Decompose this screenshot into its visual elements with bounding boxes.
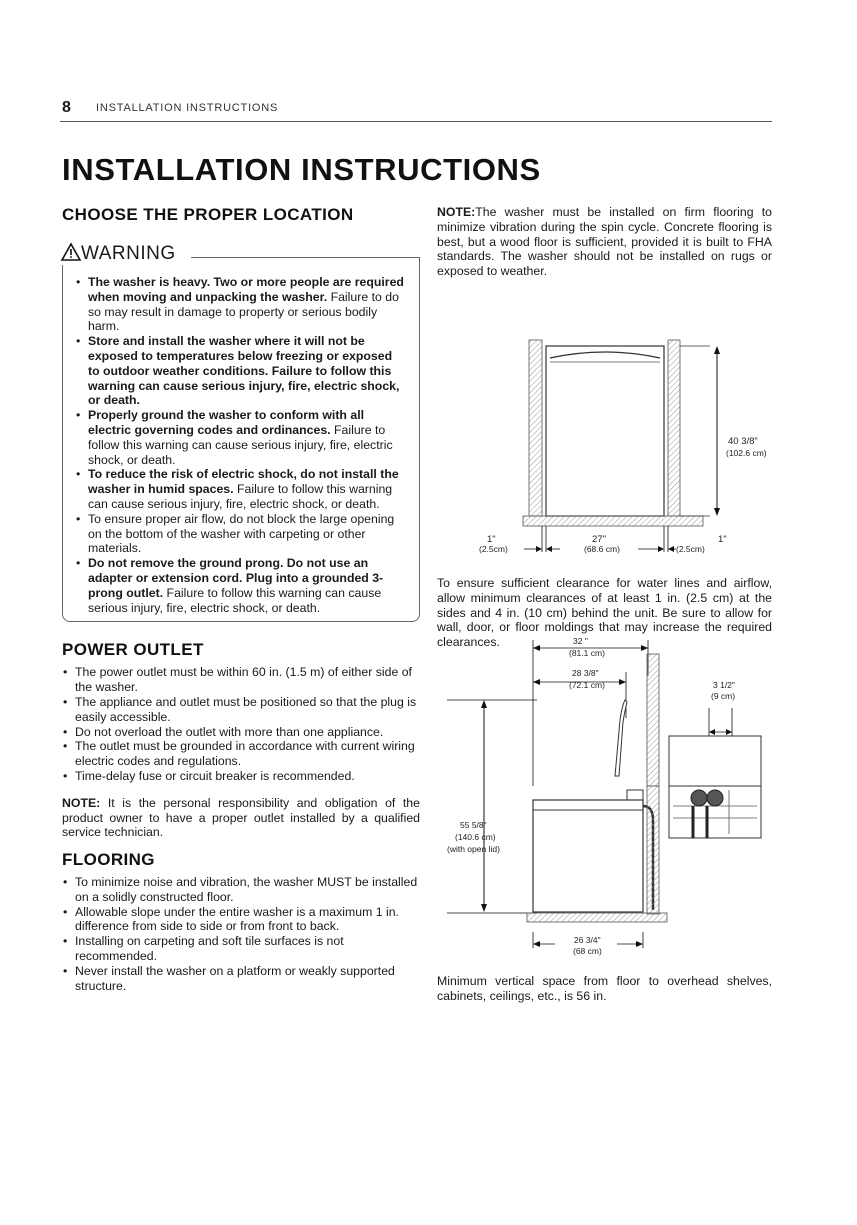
floor: [523, 516, 703, 526]
warning-item: [75, 556, 407, 615]
dim-side-right-cm: (2.5cm): [676, 544, 705, 554]
hose-detail-box: [669, 736, 761, 786]
dim-height-cm: (102.6 cm): [726, 448, 767, 458]
dim-gap-in: 3 1/2": [713, 680, 735, 690]
page-number: 8: [62, 99, 71, 116]
depth-dim-row: [437, 932, 772, 962]
power-item: • The appliance and outlet must be positioned so that the plug is easily accessible.: [62, 695, 420, 725]
flooring-list: [62, 875, 420, 993]
dim-gap-cm: (9 cm): [711, 691, 736, 701]
flooring-item: • Allowable slope under the entire washer is a maximum 1 in. difference from side to side or from front to back.: [62, 905, 420, 935]
dim-total-in: 32 ": [573, 636, 588, 646]
washer-open-lid: [615, 700, 627, 776]
dim-width-cm: (68.6 cm): [584, 544, 620, 554]
front-clearance-diagram: [460, 332, 770, 562]
power-note-text: It is the personal responsibility and obligation of the product owner to have a proper outlet installed by a qualified service technician.: [62, 795, 420, 840]
section-heading-power: POWER OUTLET: [62, 640, 204, 660]
warning-item-text: Failure to follow this warning can cause serious injury, fire, electric shock, or death.: [88, 482, 393, 511]
dim-lid-in: 28 3/8": [572, 668, 599, 678]
faucet-icon: [707, 790, 723, 806]
dim-height-cm: (140.6 cm): [455, 832, 496, 842]
flooring-item: • Never install the washer on a platform or weakly supported structure.: [62, 964, 420, 994]
header-rule: [60, 121, 772, 122]
page-title: INSTALLATION INSTRUCTIONS: [62, 152, 541, 187]
power-note-label: NOTE:: [62, 795, 101, 810]
warning-item-bold: Properly ground the washer to conform with all electric governing codes and ordinances.: [88, 408, 365, 437]
floor-note-label: NOTE:: [437, 205, 476, 219]
right-wall: [668, 340, 680, 516]
dim-depth-in: 26 3/4": [574, 935, 601, 945]
dim-side-left-cm: (2.5cm): [479, 544, 508, 554]
faucet-icon: [691, 790, 707, 806]
dim-side-left-in: 1": [487, 534, 496, 545]
dim-height-in: 40 3/8": [728, 436, 758, 447]
left-wall: [529, 340, 542, 516]
warning-item-bold: Store and install the washer where it will not be exposed to temperatures below freezing or exposed to outdoor weather conditions. Failure to follow this warning can cause serious injury, fire, electric shock, or death.: [88, 334, 400, 408]
dim-depth-cm: (68 cm): [573, 946, 602, 956]
side-clearance-diagram: [437, 636, 772, 786]
power-list: [62, 665, 420, 783]
side-clearance-diagram-lower: [437, 786, 772, 945]
right-column: [437, 205, 772, 279]
warning-item-bold: To reduce the risk of electric shock, do not install the washer in humid spaces.: [88, 467, 399, 497]
dim-side-right-in: 1": [718, 534, 727, 545]
warning-list: [75, 275, 407, 615]
washer-body: [546, 346, 664, 516]
washer-side-body: [533, 800, 643, 912]
warning-item: [75, 275, 407, 334]
warning-label-text: WARNING: [81, 243, 176, 264]
dim-lid-cm: (72.1 cm): [569, 680, 605, 690]
flooring-item: • Installing on carpeting and soft tile surfaces is not recommended.: [62, 934, 420, 964]
power-item: • Do not overload the outlet with more than one appliance.: [62, 725, 420, 740]
warning-top-rule: [191, 257, 419, 258]
warning-item-text: Failure to do so may result in damage to property or serious bodily harm.: [88, 289, 399, 334]
vertical-space-paragraph: Minimum vertical space from floor to overhead shelves, cabinets, ceilings, etc., is 56 in.: [437, 974, 772, 1003]
dim-height-in: 55 5/8": [460, 820, 487, 830]
back-wall: [647, 654, 659, 786]
warning-item-bold: The washer is heavy. Two or more people are required when moving and unpacking the washer.: [88, 275, 404, 304]
warning-item-text: Failure to follow this warning can cause serious injury, fire, electric shock, or death.: [88, 422, 393, 467]
warning-box: [62, 243, 420, 622]
power-item: • Time-delay fuse or circuit breaker is recommended.: [62, 769, 420, 784]
vertical-space-wrap: [437, 974, 772, 1004]
left-column: [62, 205, 420, 993]
section-heading-flooring: FLOORING: [62, 850, 155, 870]
power-item: • The power outlet must be within 60 in. (1.5 m) of either side of the washer.: [62, 665, 420, 695]
warning-label: [61, 243, 180, 265]
warning-item: [75, 334, 407, 408]
warning-item-text: To ensure proper air flow, do not block the large opening on the bottom of the washer with carpeting or other materials.: [88, 511, 395, 556]
warning-item-text: Failure to follow this warning can cause serious injury, fire, electric shock, or death.: [88, 585, 382, 615]
floor: [527, 913, 667, 922]
warning-triangle-icon: [61, 243, 81, 261]
floor-note: [437, 205, 772, 279]
running-header: INSTALLATION INSTRUCTIONS: [96, 102, 279, 114]
clearance-paragraph: To ensure sufficient clearance for water lines and airflow, allow minimum clearances of at least 1 in. (2.5 cm) at the sides and 4 in. (10 cm) behind the unit. Be sure to allow for wall, door, or floor moldings that may increase the required clearances.: [437, 576, 772, 650]
section-heading-location: CHOOSE THE PROPER LOCATION: [62, 205, 354, 224]
dim-total-cm: (81.1 cm): [569, 648, 605, 658]
flooring-item: • To minimize noise and vibration, the washer MUST be installed on a solidly constructed floor.: [62, 875, 420, 905]
warning-item: [75, 512, 407, 556]
dim-height-note: (with open lid): [447, 844, 500, 854]
floor-note-text: The washer must be installed on firm flooring to minimize vibration during the spin cycle. Concrete flooring is best, but a wood floor is sufficient, provided it is built to FHA standards. The washer should not be installed on rugs or exposed to weather.: [437, 205, 772, 279]
power-note: [62, 796, 420, 840]
warning-item: [75, 408, 407, 467]
warning-item: [75, 467, 407, 511]
back-wall: [647, 786, 659, 914]
dim-width-in: 27": [592, 534, 606, 545]
warning-item-bold: Do not remove the ground prong. Do not use an adapter or extension cord. Plug into a grounded 3-prong outlet.: [88, 556, 384, 600]
power-item: • The outlet must be grounded in accordance with current wiring electric codes and regulations.: [62, 739, 420, 769]
